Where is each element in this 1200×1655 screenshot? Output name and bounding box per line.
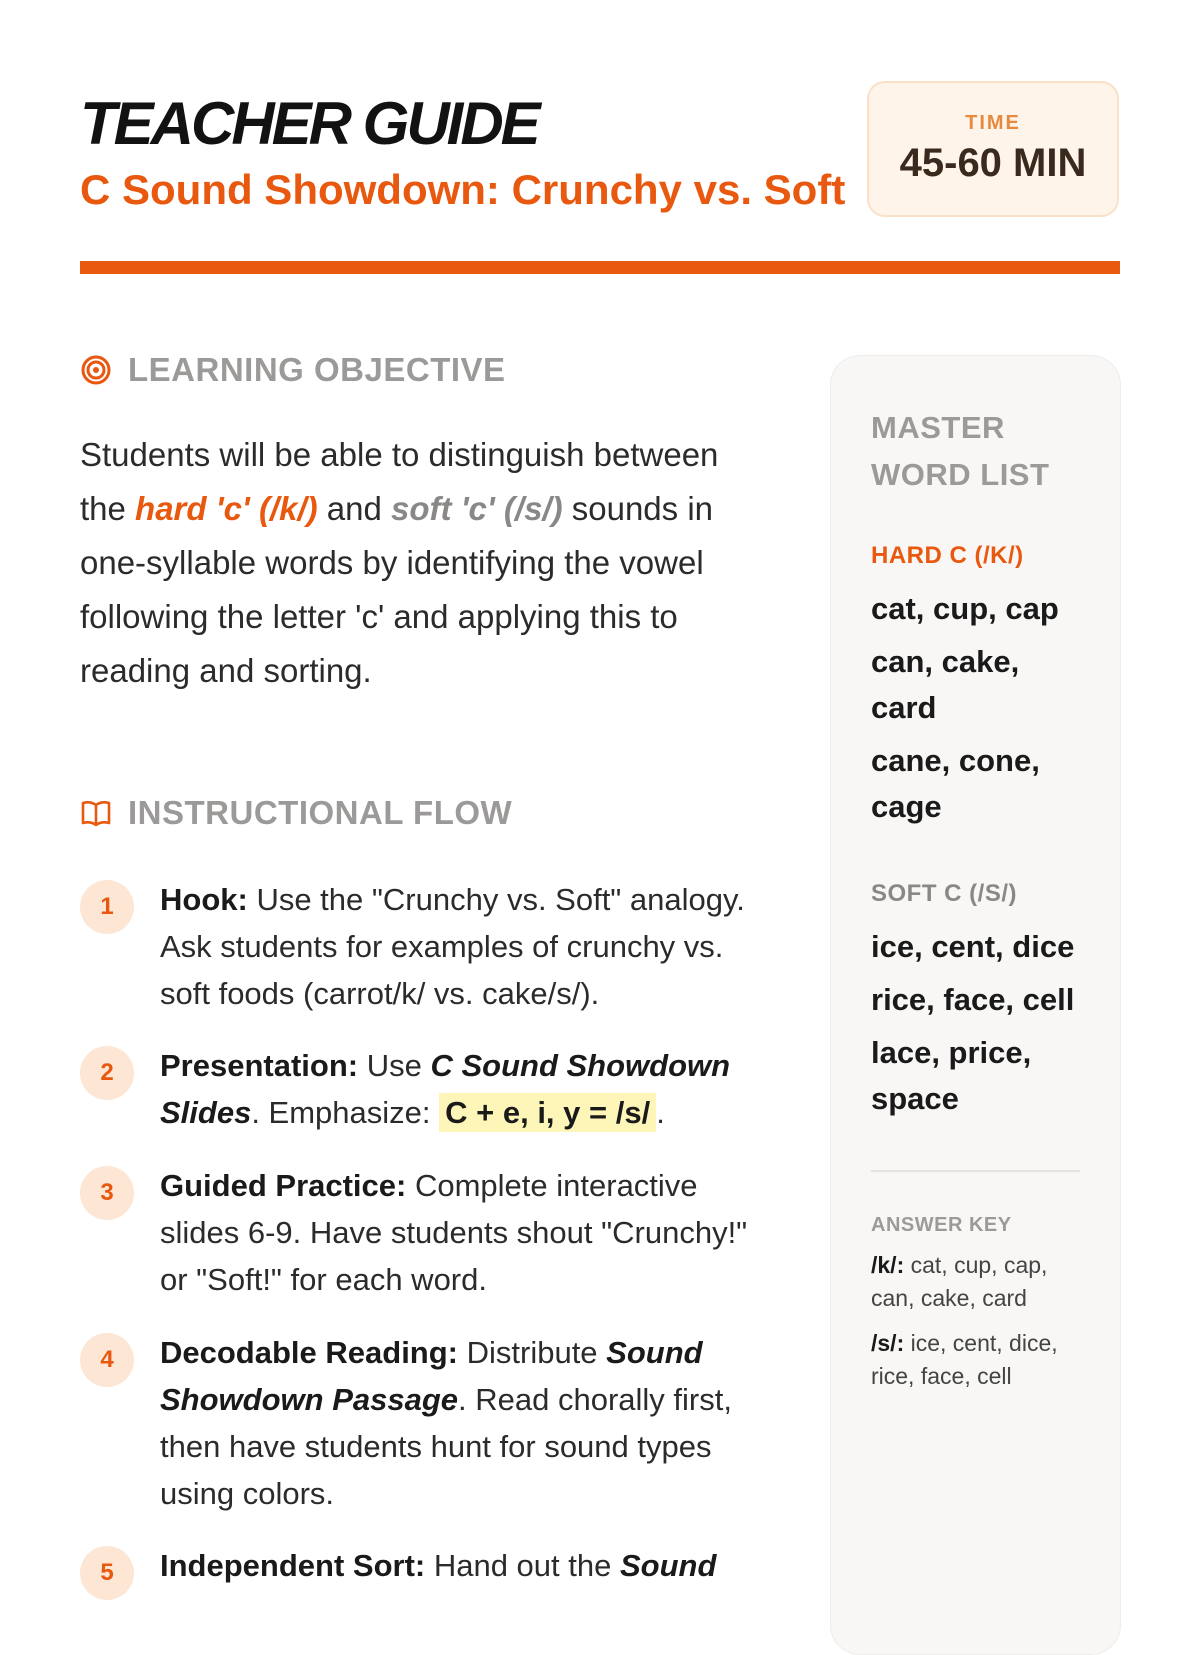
step-body: . Emphasize: bbox=[251, 1095, 440, 1130]
step-body: Hand out the bbox=[425, 1548, 620, 1583]
answer-key-hard bbox=[871, 1249, 1080, 1315]
step-body: Use the "Crunchy vs. Soft" analogy. Ask students for examples of crunchy vs. soft foods (carrot/k/ vs. cake/s/). bbox=[160, 882, 745, 1011]
soft-c-label: SOFT C (/S/) bbox=[871, 880, 1017, 907]
step-text bbox=[160, 876, 760, 1017]
step-body: . bbox=[656, 1095, 665, 1130]
time-badge bbox=[867, 81, 1119, 217]
soft-c-word-list bbox=[871, 924, 1080, 1122]
step-number: 2 bbox=[80, 1046, 134, 1100]
resource-title: C Sound Showdown Slides bbox=[160, 1048, 731, 1130]
rule-highlight: C + e, i, y = /s/ bbox=[439, 1093, 656, 1132]
word-list-item: can, cake, card bbox=[871, 644, 1020, 725]
resource-title: Sound bbox=[619, 1548, 717, 1583]
step-text bbox=[160, 1542, 760, 1589]
step-label: Presentation: bbox=[160, 1048, 359, 1083]
sidebar-title: MASTER WORD LIST bbox=[871, 410, 1050, 492]
step-text bbox=[160, 1162, 760, 1303]
word-list-item: cat, cup, cap bbox=[871, 591, 1059, 626]
page-subtitle: C Sound Showdown: Crunchy vs. Soft bbox=[80, 166, 846, 213]
answer-key-soft-words: ice, cent, dice, rice, face, cell bbox=[871, 1330, 1058, 1389]
step-label: Independent Sort: bbox=[160, 1548, 426, 1583]
word-list-item: cane, cone, cage bbox=[871, 743, 1040, 824]
answer-key-soft bbox=[871, 1327, 1080, 1393]
answer-key-hard-label: /k/: bbox=[871, 1252, 905, 1278]
answer-key-title: ANSWER KEY bbox=[871, 1214, 1012, 1236]
objective-text-before: Students will be able to distinguish between the bbox=[80, 436, 719, 527]
step-body: Use bbox=[358, 1048, 431, 1083]
page-title: TEACHER GUIDE bbox=[80, 90, 538, 157]
answer-key-hard-words: cat, cup, cap, can, cake, card bbox=[871, 1252, 1048, 1311]
objective-text bbox=[80, 428, 760, 698]
word-list-item: lace, price, space bbox=[871, 1035, 1032, 1116]
step-label: Guided Practice: bbox=[160, 1168, 407, 1203]
step-body: Complete interactive slides 6-9. Have students shout "Crunchy!" or "Soft!" for each word. bbox=[160, 1168, 748, 1297]
answer-key-soft-label: /s/: bbox=[871, 1330, 905, 1356]
step-body: Distribute bbox=[458, 1335, 607, 1370]
objective-text-mid: and bbox=[317, 490, 392, 527]
step-number: 5 bbox=[80, 1546, 134, 1600]
step-text bbox=[160, 1042, 760, 1136]
objective-heading-label: LEARNING OBJECTIVE bbox=[128, 351, 506, 388]
sidebar-divider bbox=[871, 1170, 1080, 1172]
objective-heading bbox=[80, 348, 506, 392]
objective-text-after: sounds in one-syllable words by identifying the vowel following the letter 'c' and applying this to reading and sorting. bbox=[80, 490, 714, 689]
word-list-item: rice, face, cell bbox=[871, 982, 1075, 1017]
time-label: TIME bbox=[965, 112, 1021, 134]
open-book-icon bbox=[80, 797, 112, 829]
step-number: 4 bbox=[80, 1333, 134, 1387]
word-list-item: ice, cent, dice bbox=[871, 929, 1075, 964]
step-body: . Read chorally first, then have students hunt for sound types using colors. bbox=[160, 1382, 732, 1511]
master-word-list-panel bbox=[830, 355, 1121, 1655]
step-label: Decodable Reading: bbox=[160, 1335, 458, 1370]
soft-c-term: soft 'c' (/s/) bbox=[391, 490, 563, 527]
step-text bbox=[160, 1329, 760, 1517]
hard-c-label: HARD C (/K/) bbox=[871, 542, 1024, 569]
flow-heading bbox=[80, 791, 512, 835]
flow-heading-label: INSTRUCTIONAL FLOW bbox=[128, 794, 513, 831]
hard-c-term: hard 'c' (/k/) bbox=[135, 490, 318, 527]
step-label: Hook: bbox=[160, 882, 248, 917]
step-number: 3 bbox=[80, 1166, 134, 1220]
resource-title: Sound Showdown Passage bbox=[160, 1335, 703, 1417]
target-icon bbox=[80, 354, 112, 386]
step-number: 1 bbox=[80, 880, 134, 934]
header-divider bbox=[80, 261, 1120, 274]
time-value: 45-60 MIN bbox=[899, 141, 1087, 185]
hard-c-word-list bbox=[871, 586, 1080, 830]
